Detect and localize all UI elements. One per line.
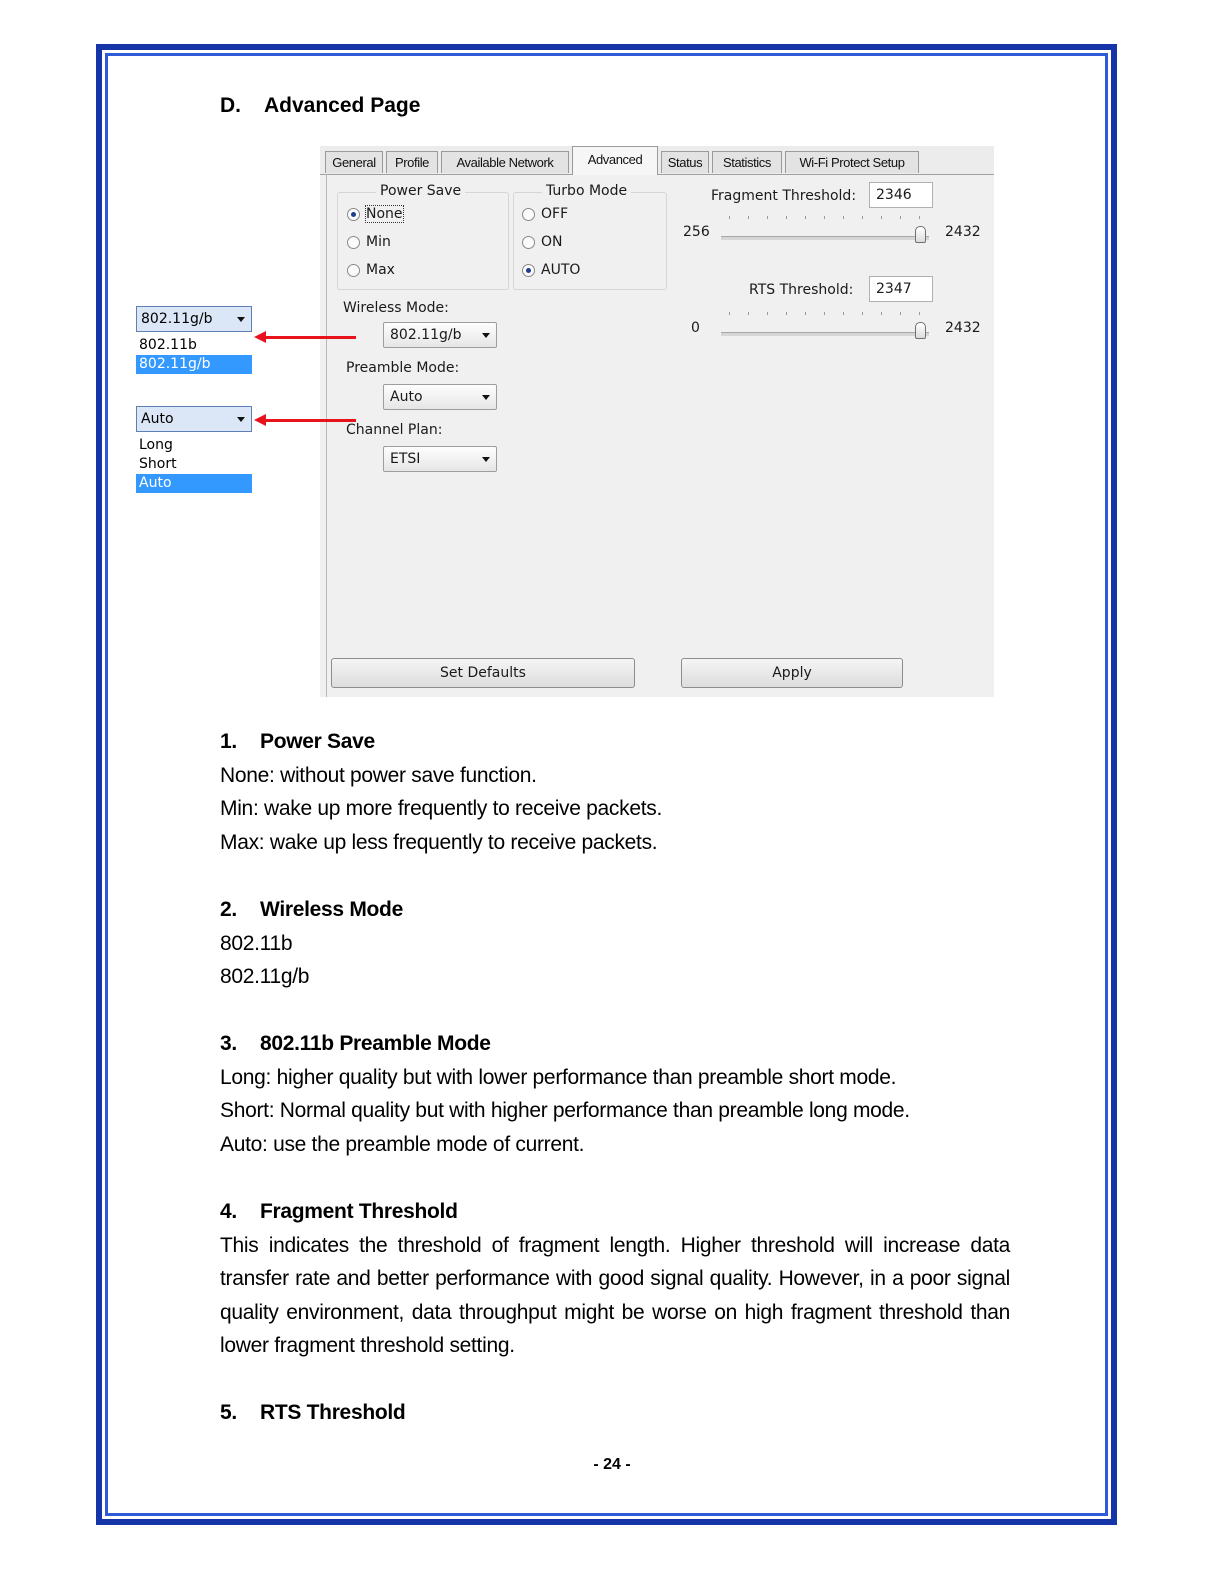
callout-arrow-preamble xyxy=(264,419,356,422)
text-line: Auto: use the preamble mode of current. xyxy=(220,1132,585,1156)
apply-button[interactable]: Apply xyxy=(681,658,903,688)
channel-plan-select[interactable]: ETSI xyxy=(383,446,497,472)
text-line: Short: Normal quality but with higher performance than preamble long mode. xyxy=(220,1099,910,1122)
power-save-min-option[interactable]: Min xyxy=(347,234,391,250)
turbo-mode-legend: Turbo Mode xyxy=(542,183,631,199)
wireless-mode-label: Wireless Mode: xyxy=(343,300,449,316)
wireless-mode-dropdown-head[interactable]: 802.11g/b xyxy=(136,306,252,332)
heading-rts-threshold: 5. RTS Threshold xyxy=(220,1401,406,1424)
section-wireless-mode xyxy=(220,893,1010,994)
section-title xyxy=(220,94,420,118)
wireless-option-80211b[interactable]: 802.11b xyxy=(139,337,197,353)
preamble-option-long[interactable]: Long xyxy=(139,437,173,453)
text-line: Long: higher quality but with lower performance than preamble short mode. xyxy=(220,1065,897,1089)
fragment-paragraph: This indicates the threshold of fragment length. Higher threshold will increase data transfer rate and better performance with good signal quality. However, in a poor signal quality environment, data throughput might be worse on high fragment threshold than lower fragment threshold setting. xyxy=(220,1233,1010,1357)
section-fragment-threshold xyxy=(220,1195,1010,1363)
section-preamble-mode xyxy=(220,1027,1010,1161)
section-title-text: Advanced Page xyxy=(264,94,421,117)
fragment-slider-thumb[interactable] xyxy=(915,226,926,243)
set-defaults-button[interactable]: Set Defaults xyxy=(331,658,635,688)
tab-profile[interactable]: Profile xyxy=(386,151,438,173)
fragment-max-label: 2432 xyxy=(945,224,981,240)
text-line: Min: wake up more frequently to receive packets. xyxy=(220,797,662,820)
heading-power-save: 1. Power Save xyxy=(220,730,375,753)
radio-icon[interactable] xyxy=(522,264,535,277)
text-line: 802.11g/b xyxy=(220,965,310,988)
fragment-min-label: 256 xyxy=(683,224,710,240)
preamble-option-auto[interactable]: Auto xyxy=(136,474,252,493)
tab-status[interactable]: Status xyxy=(661,151,709,173)
advanced-content xyxy=(326,174,994,697)
tab-wifi-protect-setup[interactable]: Wi-Fi Protect Setup xyxy=(785,151,919,173)
chevron-down-icon xyxy=(482,457,490,462)
chevron-down-icon xyxy=(482,395,490,400)
tab-available-network[interactable]: Available Network xyxy=(441,151,569,173)
radio-icon[interactable] xyxy=(347,208,360,221)
advanced-dialog xyxy=(320,146,994,697)
fragment-threshold-input[interactable]: 2346 xyxy=(869,182,933,208)
channel-plan-label: Channel Plan: xyxy=(346,422,443,438)
radio-icon[interactable] xyxy=(347,264,360,277)
radio-icon[interactable] xyxy=(522,208,535,221)
preamble-dropdown-head[interactable]: Auto xyxy=(136,406,252,432)
callout-arrow-wireless xyxy=(264,336,356,339)
preamble-option-short[interactable]: Short xyxy=(139,456,177,472)
tab-advanced[interactable]: Advanced xyxy=(572,146,658,175)
wireless-mode-select[interactable]: 802.11g/b xyxy=(383,322,497,348)
fragment-threshold-label: Fragment Threshold: xyxy=(711,188,857,204)
chevron-down-icon xyxy=(237,417,245,422)
text-line: 802.11b xyxy=(220,931,293,955)
fragment-slider-track[interactable] xyxy=(721,236,929,240)
heading-fragment-threshold: 4. Fragment Threshold xyxy=(220,1200,458,1223)
power-save-none-option[interactable]: None xyxy=(347,206,403,222)
section-rts-threshold xyxy=(220,1396,1010,1430)
chevron-down-icon xyxy=(237,317,245,322)
heading-wireless-mode: 2. Wireless Mode xyxy=(220,898,403,921)
rts-min-label: 0 xyxy=(691,320,700,336)
preamble-mode-select[interactable]: Auto xyxy=(383,384,497,410)
rts-slider-thumb[interactable] xyxy=(915,322,926,339)
rts-max-label: 2432 xyxy=(945,320,981,336)
radio-icon[interactable] xyxy=(522,236,535,249)
tab-general[interactable]: General xyxy=(325,151,383,173)
power-save-max-option[interactable]: Max xyxy=(347,262,395,278)
turbo-off-option[interactable]: OFF xyxy=(522,206,568,222)
power-save-legend: Power Save xyxy=(376,183,465,199)
page-number: - 24 - xyxy=(593,1456,631,1473)
chevron-down-icon xyxy=(482,333,490,338)
heading-preamble-mode: 3. 802.11b Preamble Mode xyxy=(220,1032,491,1055)
rts-threshold-label: RTS Threshold: xyxy=(749,282,854,298)
tab-bar xyxy=(320,146,994,175)
tab-statistics[interactable]: Statistics xyxy=(712,151,782,173)
turbo-on-option[interactable]: ON xyxy=(522,234,563,250)
text-line: Max: wake up less frequently to receive packets. xyxy=(220,830,658,854)
preamble-mode-label: Preamble Mode: xyxy=(346,360,460,376)
section-power-save xyxy=(220,725,1010,859)
wireless-mode-dropdown-callout xyxy=(136,306,252,376)
section-number: D. xyxy=(220,94,241,117)
rts-slider-track[interactable] xyxy=(721,332,929,336)
rts-threshold-input[interactable]: 2347 xyxy=(869,276,933,302)
preamble-dropdown-callout xyxy=(136,406,252,496)
radio-icon[interactable] xyxy=(347,236,360,249)
wireless-option-80211gb[interactable]: 802.11g/b xyxy=(136,355,252,374)
text-line: None: without power save function. xyxy=(220,763,537,787)
turbo-auto-option[interactable]: AUTO xyxy=(522,262,580,278)
